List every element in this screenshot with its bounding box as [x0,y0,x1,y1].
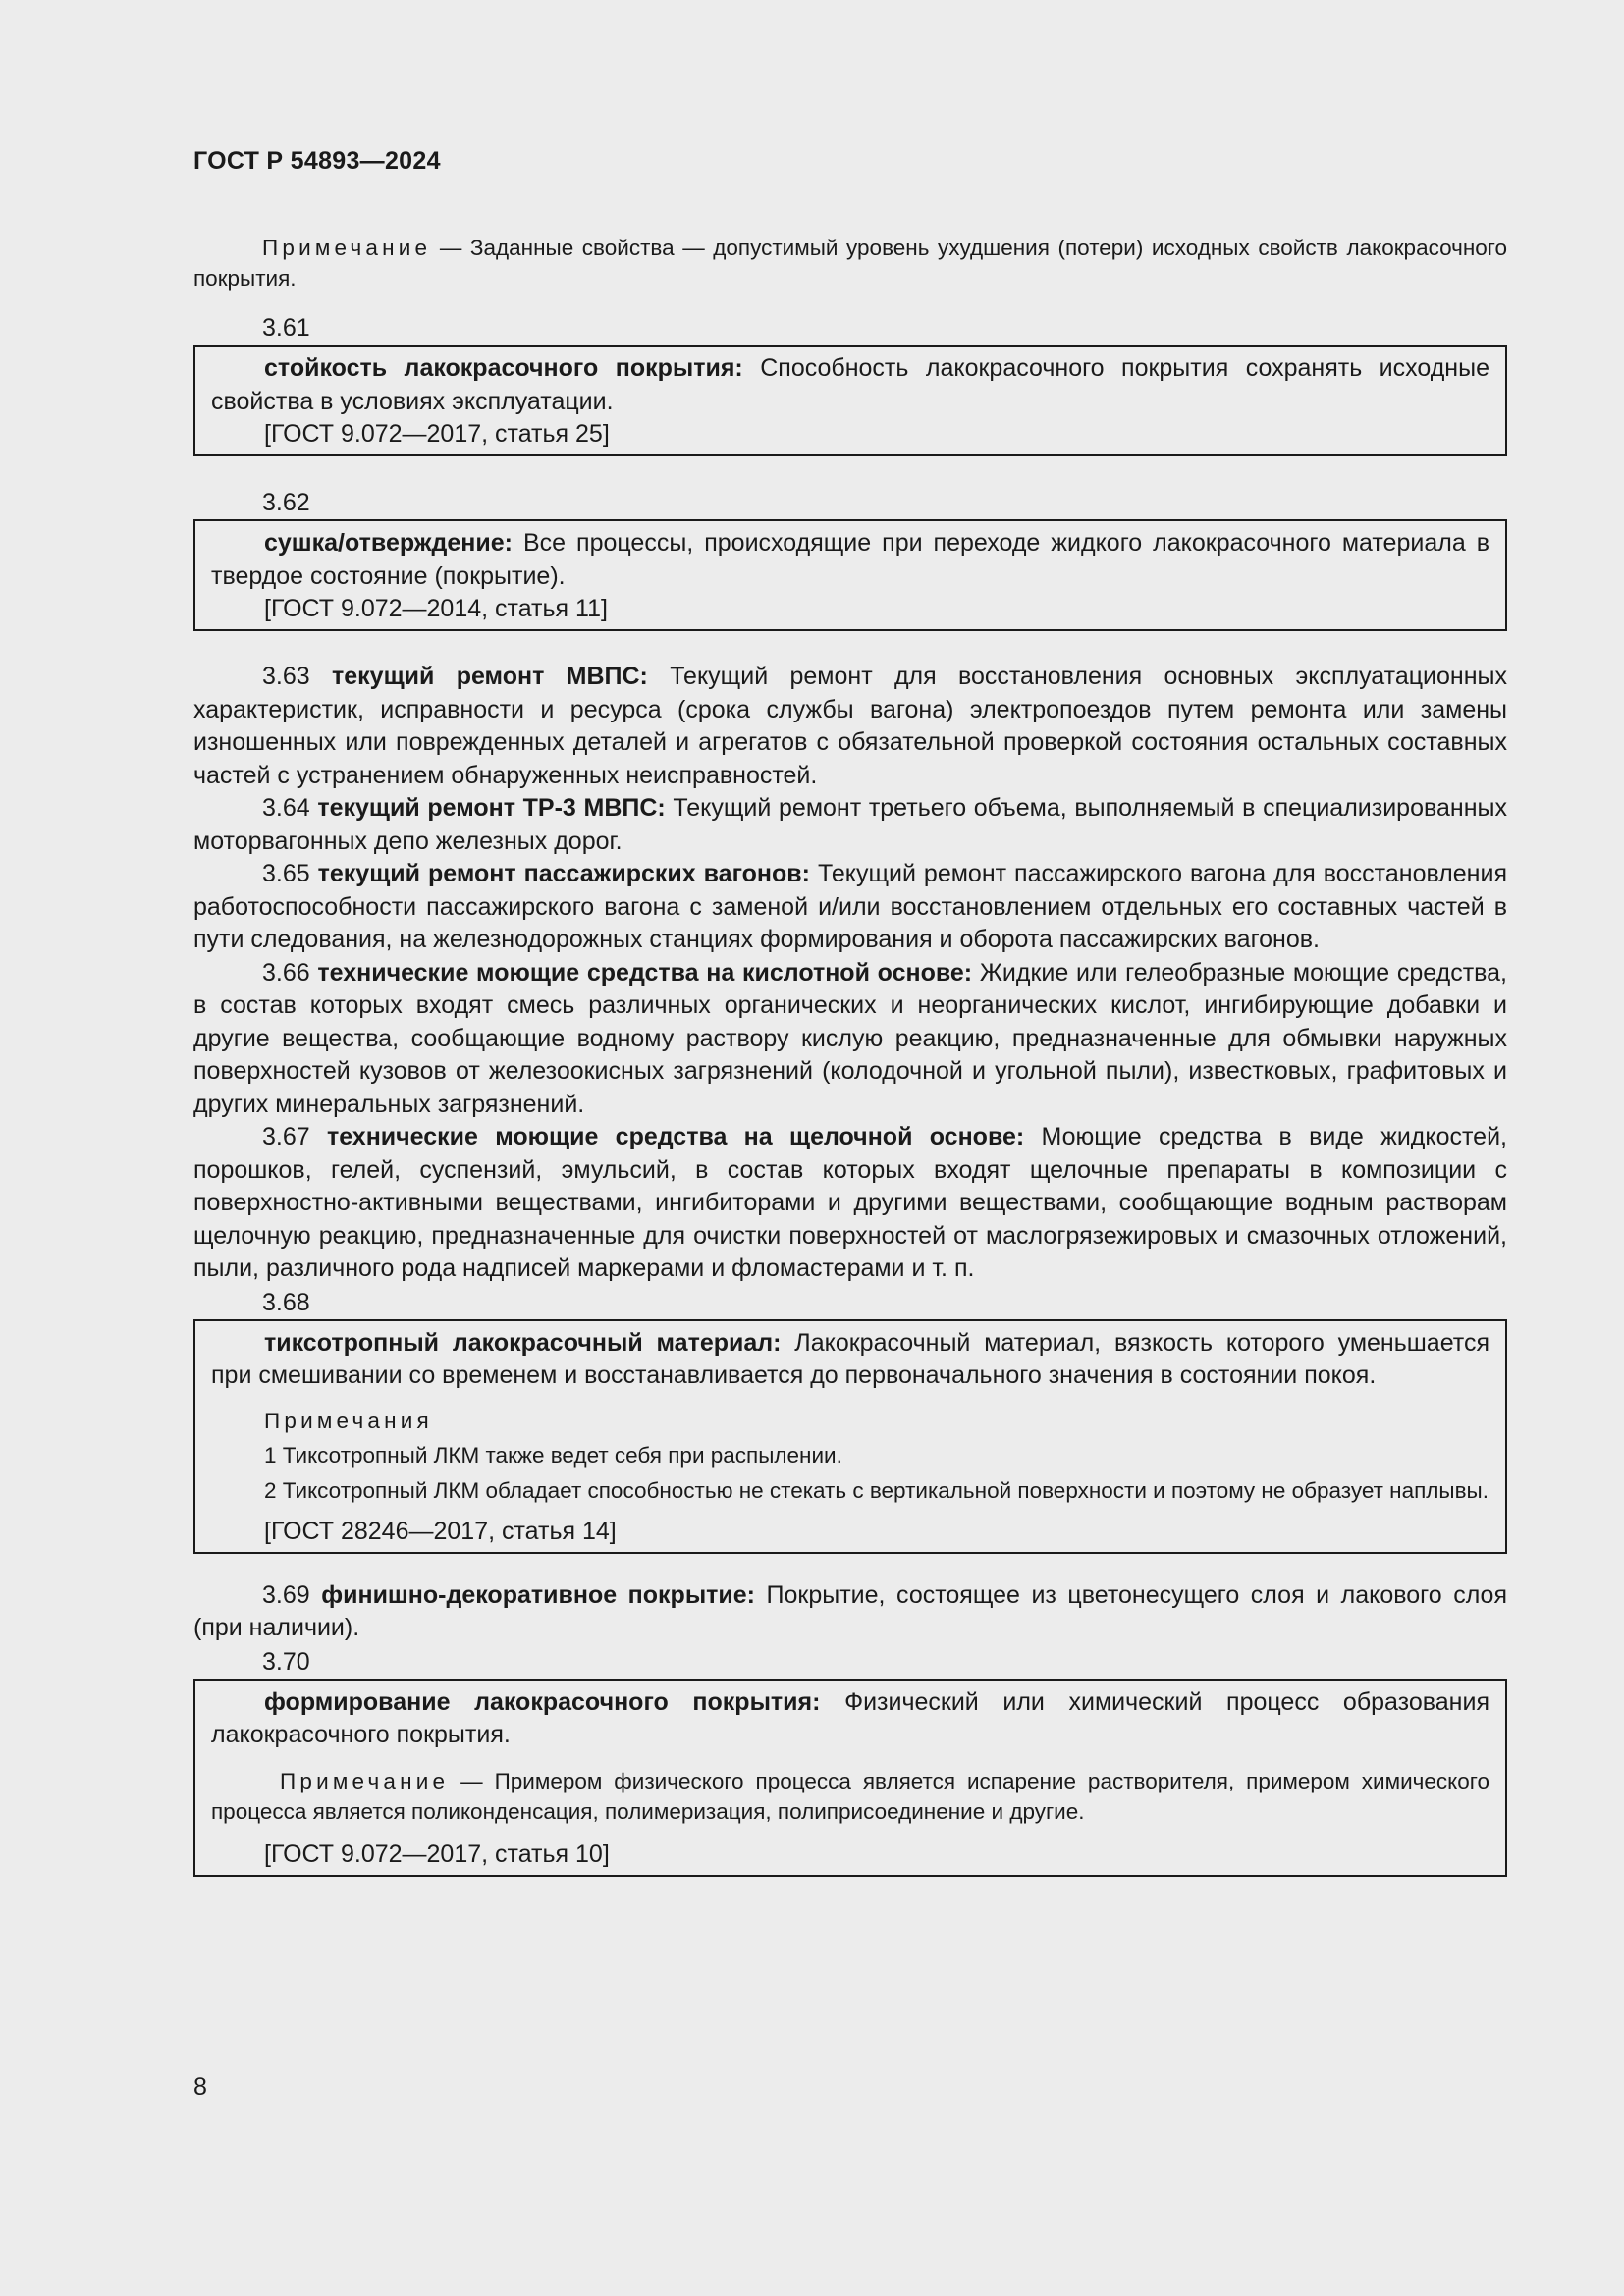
term-source: [ГОСТ 28246—2017, статья 14] [264,1517,617,1545]
term-title: финишно-декоративное покрытие: [321,1580,756,1609]
note-text: — Заданные свойства — допустимый уровень ухудшения (потери) исходных свойств лакокрасочного покрытия. [193,236,1507,291]
term-box-3-70 [193,1679,1507,1877]
term-number: 3.63 [262,663,310,690]
term-box-3-62 [193,519,1507,631]
term-3-64 [193,792,1507,858]
note-item-2: 2 Тиксотропный ЛКМ обладает способностью не стекать с вертикальной поверхности и поэтому не образует наплывы. [264,1477,1489,1503]
term-3-67 [193,1121,1507,1286]
note-text: — Примером физического процесса является испарение растворителя, примером химического процесса является поликонденсация, полимеризация, полиприсоединение и другие. [211,1768,1489,1824]
note-label: Примечание [280,1768,450,1793]
page-number: 8 [193,2073,207,2101]
term-number: 3.64 [262,794,310,822]
term-title: тиксотропный лакокрасочный материал: [264,1328,782,1357]
term-title: сушка/отверждение: [264,529,513,557]
term-text: Текущий ремонт третьего объема, выполняемый в специализированных моторвагонных депо железных дорог. [193,794,1507,855]
term-source: [ГОСТ 9.072—2017, статья 10] [264,1840,610,1868]
term-3-66 [193,957,1507,1122]
term-number: 3.67 [262,1123,310,1150]
term-source: [ГОСТ 9.072—2017, статья 25] [264,420,610,448]
term-3-69 [193,1579,1507,1645]
term-number: 3.66 [262,958,310,987]
term-title: текущий ремонт МВПС: [332,663,648,690]
term-number-3-70: 3.70 [262,1647,310,1676]
term-text: Способность лакокрасочного покрытия сохранять исходные свойства в условиях эксплуатации. [211,354,1489,415]
term-number-3-62: 3.62 [262,489,310,516]
term-text: Покрытие, состоящее из цветонесущего слоя и лакового слоя (при наличии). [193,1580,1508,1641]
intro-note [193,233,1507,294]
notes-heading: Примечания [264,1408,433,1433]
term-text: Жидкие или гелеобразные моющие средства, в состав которых входят смесь различных органических и неорганических кислот, ингибирующие добавки и другие вещества, сообщающие водному раствору кислую реакцию, предназначенные для обмывки наружных поверхностей кузовов от железоокисных загрязнений (колодочной и угольной пыли), известковых, графитовых и других минеральных загрязнений. [193,958,1507,1118]
term-number-3-68: 3.68 [262,1288,310,1316]
term-title: текущий ремонт пассажирских вагонов: [317,860,810,887]
term-definition-3-68 [211,1327,1489,1393]
term-number: 3.69 [262,1580,310,1609]
term-note [211,1766,1489,1827]
term-text: Физический или химический процесс образования лакокрасочного покрытия. [211,1687,1489,1748]
term-box-3-68 [193,1319,1507,1554]
term-source: [ГОСТ 9.072—2014, статья 11] [264,595,608,622]
term-number: 3.65 [262,860,310,887]
term-definition-3-70 [211,1686,1489,1752]
term-title: формирование лакокрасочного покрытия: [264,1687,821,1716]
term-text: Текущий ремонт пассажирского вагона для восстановления работоспособности пассажирского вагона с заменой и/или восстановлением отдельных его составных частей в пути следования, на железнодорожных станциях формирования и оборота пассажирских вагонов. [193,860,1507,953]
standard-header: ГОСТ Р 54893—2024 [193,147,441,175]
document-page [193,147,1507,1877]
term-text: Лакокрасочный материал, вязкость которого уменьшается при смешивании со временем и восстанавливается до первоначального значения в состоянии покоя. [211,1328,1489,1389]
term-number-3-61: 3.61 [262,314,310,342]
term-text: Моющие средства в виде жидкостей, порошков, гелей, суспензий, эмульсий, в состав которых входят щелочные препараты в композиции с поверхностно-активными веществами, ингибиторами и другими веществами, сообщающие водным растворам щелочную реакцию, предназначенные для очистки поверхностей от маслогрязежировых и смазочных отложений, пыли, различного рода надписей маркерами и фломастерами и т. п. [193,1123,1507,1282]
term-text: Текущий ремонт для восстановления основных эксплуатационных характеристик, исправности и ресурса (срока службы вагона) электропоездов путем ремонта или замены изношенных или поврежденных деталей и агрегатов с обязательной проверкой состояния остальных составных частей с устранением обнаруженных неисправностей. [193,663,1507,789]
term-3-65 [193,858,1507,957]
term-title: текущий ремонт ТР-3 МВПС: [317,794,666,822]
term-title: технические моющие средства на щелочной основе: [326,1123,1025,1150]
term-title: технические моющие средства на кислотной основе: [317,958,973,987]
term-3-63 [193,661,1507,792]
term-definition-3-62 [211,527,1489,593]
note-item-1: 1 Тиксотропный ЛКМ также ведет себя при распылении. [264,1442,842,1468]
term-definition-3-61 [211,352,1489,418]
term-text: Все процессы, происходящие при переходе жидкого лакокрасочного материала в твердое состояние (покрытие). [211,529,1489,590]
term-title: стойкость лакокрасочного покрытия: [264,354,743,382]
note-label: Примечание [262,236,432,260]
term-box-3-61 [193,345,1507,456]
